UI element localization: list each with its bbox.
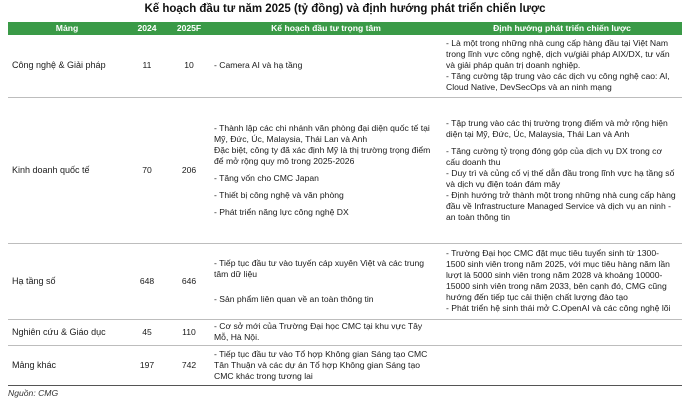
value-2024-cell: 11 [126, 35, 168, 97]
value-2024-cell: 648 [126, 243, 168, 319]
value-2025f-cell: 646 [168, 243, 210, 319]
plan-cell [210, 35, 442, 97]
value-2025f-cell: 206 [168, 97, 210, 243]
orientation-cell [442, 35, 682, 97]
plan-cell [210, 243, 442, 319]
plan-item: - Tiếp tục đầu tư vào tuyến cáp xuyên Việt và các trung tâm dữ liệu [214, 257, 425, 279]
plan-item: - Phát triển năng lực công nghệ DX [214, 206, 349, 217]
value-2025f-cell: 110 [168, 319, 210, 345]
header-2025f: 2025F [168, 22, 210, 35]
orientation-cell [442, 345, 682, 385]
orientation-item: - Phát triển hệ sinh thái mở C.OpenAI và các công nghệ lõi [446, 303, 671, 313]
orientation-item: - Là một trong những nhà cung cấp hàng đầu tại Việt Nam trong lĩnh vực công nghệ, dịch vụ/giải pháp AIX/DX, tư vấn và giải pháp quản trị doanh nghiệp. [446, 38, 670, 71]
value-2025f-cell: 10 [168, 35, 210, 97]
orientation-item: - Định hướng trở thành một trong những nhà cung cấp hàng đầu về Infrastructure Managed Service và dịch vụ an ninh - an toàn thông tin [446, 189, 676, 222]
plan-item: - Thiết bị công nghệ và văn phòng [214, 189, 344, 200]
sector-cell: Hạ tầng số [8, 243, 126, 319]
value-2024-cell: 45 [126, 319, 168, 345]
sector-cell: Mảng khác [8, 345, 126, 385]
header-plan: Kế hoạch đầu tư trọng tâm [210, 22, 442, 35]
orientation-item: - Trường Đại học CMC đặt mục tiêu tuyển sinh từ 1300-1500 sinh viên trong năm 2025, với mục tiêu hàng năm lần lượt là 5000 sinh viên trong năm 2028 và khoảng 10000-15000 sinh viên trong năm 2033, bên cạnh đó, CMG cũng hướng đến tiếp tục cải thiện chất lượng đào tạo [446, 248, 670, 302]
plan-cell [210, 97, 442, 243]
orientation-cell [442, 319, 682, 345]
investment-table [8, 22, 682, 386]
plan-item: Đặc biệt, công ty đã xác định Mỹ là thị trường trọng điểm để mở rộng quy mô trong 2025-2026 [214, 144, 431, 166]
plan-item: - Tiếp tục đầu tư vào Tổ hợp Không gian Sáng tạo CMC Tân Thuận và các dự án Tổ hợp Không gian Sáng tạo CMC khác trong tương lai [214, 348, 428, 381]
orientation-cell [442, 97, 682, 243]
table-row [8, 243, 682, 319]
plan-cell [210, 319, 442, 345]
value-2024-cell: 197 [126, 345, 168, 385]
table-row [8, 97, 682, 243]
orientation-item: - Tập trung vào các thị trường trọng điểm và mở rộng hiện diện tại Mỹ, Đức, Úc, Malaysia, Thái Lan và Anh [446, 117, 668, 139]
plan-cell [210, 345, 442, 385]
value-2025f-cell: 742 [168, 345, 210, 385]
table-row [8, 345, 682, 385]
sector-cell: Nghiên cứu & Giáo dục [8, 319, 126, 345]
header-sector: Mảng [8, 22, 126, 35]
orientation-item: - Tăng cường tập trung vào các dịch vụ công nghệ cao: AI, Cloud Native, DevSecOps và an ninh mạng [446, 71, 670, 93]
table-row [8, 319, 682, 345]
plan-item: - Cơ sở mới của Trường Đại học CMC tại khu vực Tây Mỗ, Hà Nội. [214, 321, 423, 342]
plan-item: - Tăng vốn cho CMC Japan [214, 172, 319, 183]
sector-cell: Công nghệ & Giải pháp [8, 35, 126, 97]
table-row [8, 35, 682, 97]
plan-item: - Camera AI và hạ tầng [214, 60, 303, 71]
header-orientation: Định hướng phát triển chiến lược [442, 22, 682, 35]
table-title: Kế hoạch đầu tư năm 2025 (tỷ đồng) và định hướng phát triển chiến lược [144, 3, 546, 15]
sector-cell: Kinh doanh quốc tế [8, 97, 126, 243]
value-2024-cell: 70 [126, 97, 168, 243]
orientation-item: - Tăng cường tỷ trọng đóng góp của dịch vụ DX trong cơ cấu doanh thu [446, 145, 663, 167]
orientation-cell [442, 243, 682, 319]
orientation-item: - Duy trì và củng cố vị thế dẫn đầu trong lĩnh vực hạ tầng số và dịch vụ điện toán đám mây [446, 167, 675, 189]
plan-item: - Thành lập các chi nhánh văn phòng đại diện quốc tế tại Mỹ, Đức, Úc, Malaysia, Thái Lan và Anh [214, 122, 430, 144]
plan-item: - Sản phẩm liên quan về an toàn thông tin [214, 293, 374, 304]
header-2024: 2024 [126, 22, 168, 35]
header-row [8, 22, 682, 35]
source-note: Nguồn: CMG [8, 388, 59, 398]
